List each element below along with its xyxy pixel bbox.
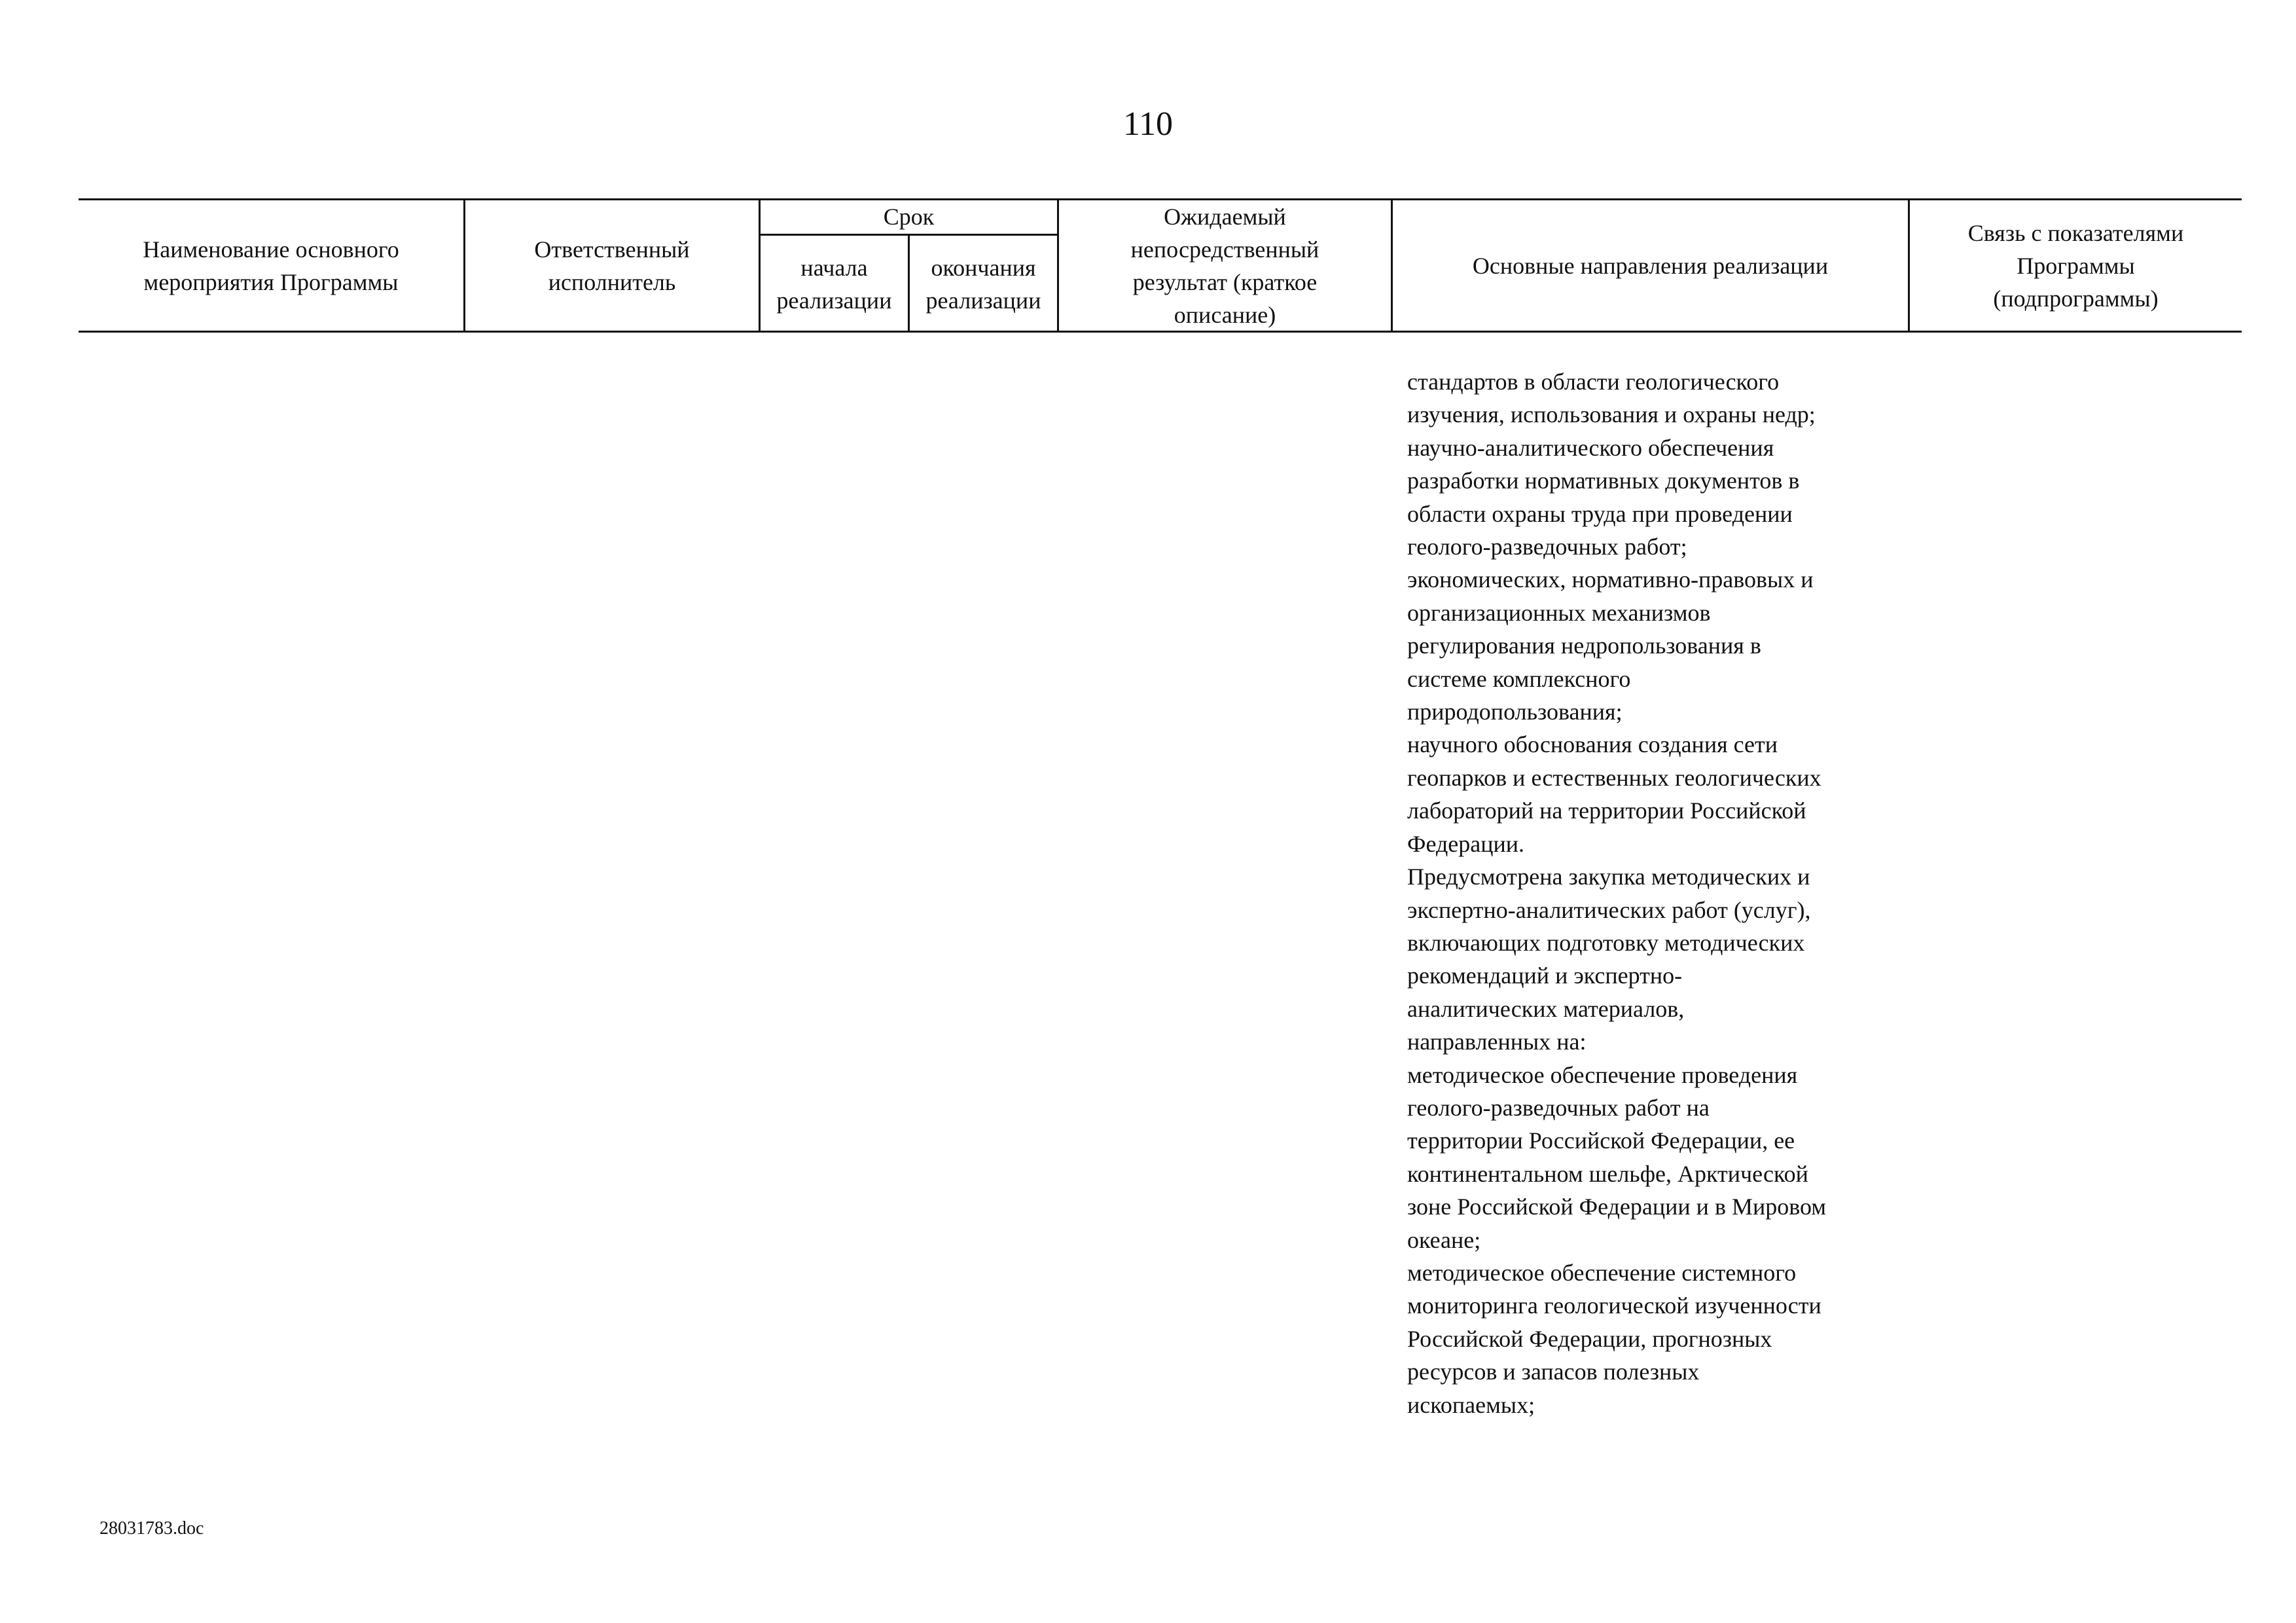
- header-name-label: Наименование основного мероприятия Программы: [143, 236, 399, 295]
- header-executor-label: Ответственный исполнитель: [534, 236, 690, 295]
- header-cell-directions: [1393, 200, 1908, 331]
- table-header: [79, 198, 2242, 333]
- header-term-start-label: начала реализации: [776, 255, 892, 314]
- header-cell-term-end: [910, 236, 1057, 333]
- header-term-end-label: окончания реализации: [925, 255, 1041, 314]
- header-cell-link: [1910, 200, 2242, 331]
- page-number: 110: [1122, 105, 1174, 143]
- header-directions-label: Основные направления реализации: [1472, 252, 1829, 279]
- header-cell-term: [761, 200, 1057, 233]
- header-cell-name: [79, 200, 463, 331]
- header-cell-result: [1059, 200, 1391, 331]
- header-term-label: Срок: [883, 204, 935, 230]
- header-cell-term-start: [761, 236, 908, 333]
- directions-cell-text: стандартов в области геологического изучения, использования и охраны недр; научно-аналитического обеспечения разработки нормативных документов в области охраны труда при проведении геолого-разведочных работ; экономических, нормативно-правовых и организационных механизмов регулирования недропользования в системе комплексного природопользования; научного обоснования создания сети геопарков и естественных геологических лабораторий на территории Российской Федерации. Предусмотрена закупка методических и экспертно-аналитических работ (услуг), включающих подготовку методических рекомендаций и экспертно- аналитических материалов, направленных на: методическое обеспечение проведения геолого-разведочных работ на территории Российской Федерации, ее континентальном шельфе, Арктической зоне Российской Федерации и в Мировом океане; методическое обеспечение системного мониторинга геологической изученности Российской Федерации, прогнозных ресурсов и запасов полезных ископаемых;: [1407, 369, 1827, 1418]
- document-filename: 28031783.doc: [99, 1518, 204, 1539]
- header-link-label: Связь с показателями Программы (подпрограммы): [1967, 219, 2184, 312]
- header-cell-executor: [465, 200, 759, 331]
- header-result-label: Ожидаемый непосредственный результат (краткое описание): [1130, 203, 1319, 328]
